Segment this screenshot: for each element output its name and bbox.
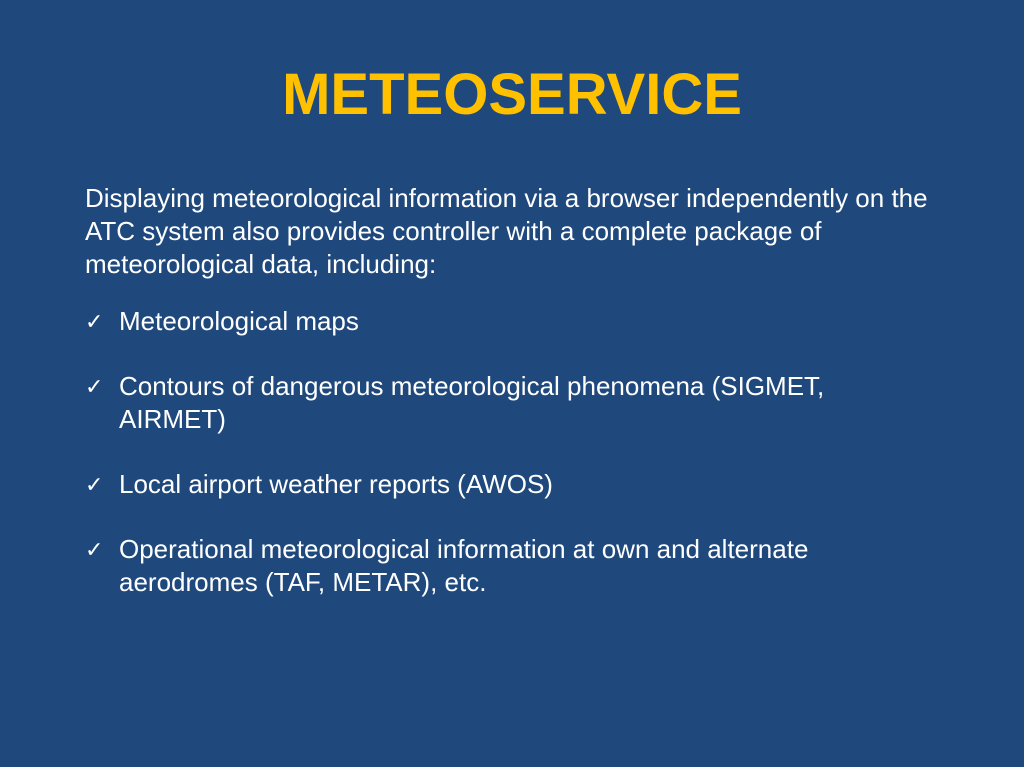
checkmark-icon: ✓ bbox=[85, 472, 104, 497]
list-item bbox=[85, 468, 935, 501]
checkmark-icon: ✓ bbox=[85, 309, 104, 334]
slide-body bbox=[85, 182, 935, 631]
slide-title: METEOSERVICE bbox=[282, 62, 742, 127]
checkmark-icon: ✓ bbox=[85, 537, 104, 562]
list-item bbox=[85, 370, 935, 436]
bullet-text: Local airport weather reports (AWOS) bbox=[119, 469, 553, 499]
checkmark-icon: ✓ bbox=[85, 374, 104, 399]
bullet-text: Contours of dangerous meteorological phenomena (SIGMET, AIRMET) bbox=[119, 371, 825, 434]
bullet-text: Meteorological maps bbox=[119, 306, 359, 336]
list-item bbox=[85, 533, 935, 599]
bullet-text: Operational meteorological information at own and alternate aerodromes (TAF, METAR), etc. bbox=[119, 534, 809, 597]
intro-paragraph: Displaying meteorological information via a browser independently on the ATC system also provides controller with a complete package of meteorological data, including: bbox=[85, 183, 928, 279]
list-item bbox=[85, 305, 935, 338]
bullet-list bbox=[85, 305, 935, 599]
